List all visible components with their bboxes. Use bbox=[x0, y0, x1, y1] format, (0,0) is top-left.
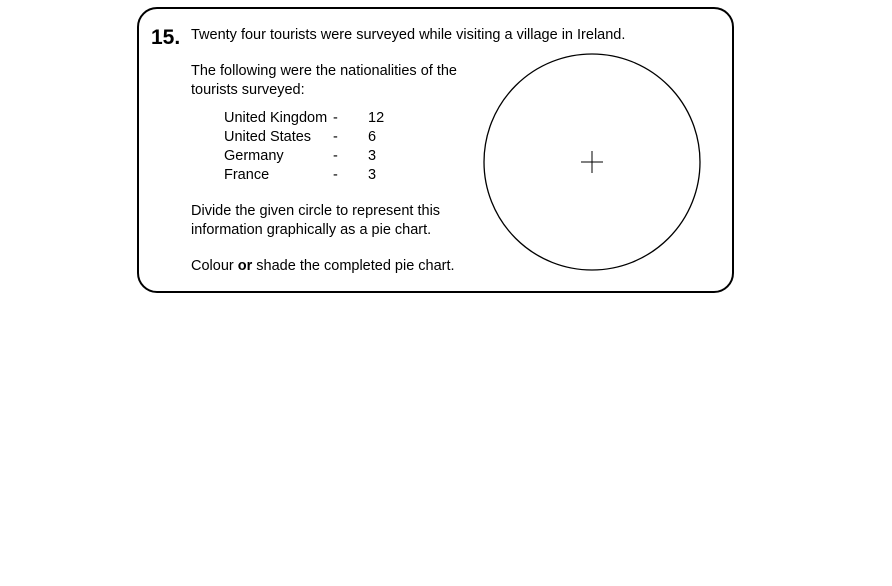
nationality-row bbox=[224, 128, 424, 147]
nationality-count: 3 bbox=[368, 167, 377, 183]
colour-suffix: shade the completed pie chart. bbox=[252, 258, 455, 274]
question-number: 15. bbox=[151, 26, 181, 49]
blank-pie-circle bbox=[478, 48, 706, 276]
nationality-count: 3 bbox=[368, 148, 377, 164]
nationality-country: France bbox=[224, 167, 270, 183]
nationality-country: United States bbox=[224, 129, 312, 145]
nationality-count: 6 bbox=[368, 129, 377, 145]
colour-emphasis: or bbox=[237, 258, 253, 274]
colour-prefix: Colour bbox=[191, 258, 238, 274]
nationality-separator: - bbox=[333, 129, 338, 145]
nationality-row bbox=[224, 166, 424, 185]
question-intro: Twenty four tourists were surveyed while visiting a village in Ireland. bbox=[191, 27, 626, 43]
nationality-separator: - bbox=[333, 167, 338, 183]
instruction-line-2: information graphically as a pie chart. bbox=[191, 222, 432, 238]
nationalities-intro-line-2: tourists surveyed: bbox=[191, 82, 305, 98]
instruction-line-1: Divide the given circle to represent this bbox=[191, 203, 441, 219]
nationalities-intro-line-1: The following were the nationalities of the bbox=[191, 63, 457, 79]
nationality-country: Germany bbox=[224, 148, 284, 164]
nationality-count: 12 bbox=[368, 110, 385, 126]
colour-instruction bbox=[191, 257, 455, 276]
nationality-separator: - bbox=[333, 110, 338, 126]
nationality-separator: - bbox=[333, 148, 338, 164]
nationality-country: United Kingdom bbox=[224, 110, 328, 126]
nationality-row bbox=[224, 147, 424, 166]
nationality-row bbox=[224, 109, 424, 128]
